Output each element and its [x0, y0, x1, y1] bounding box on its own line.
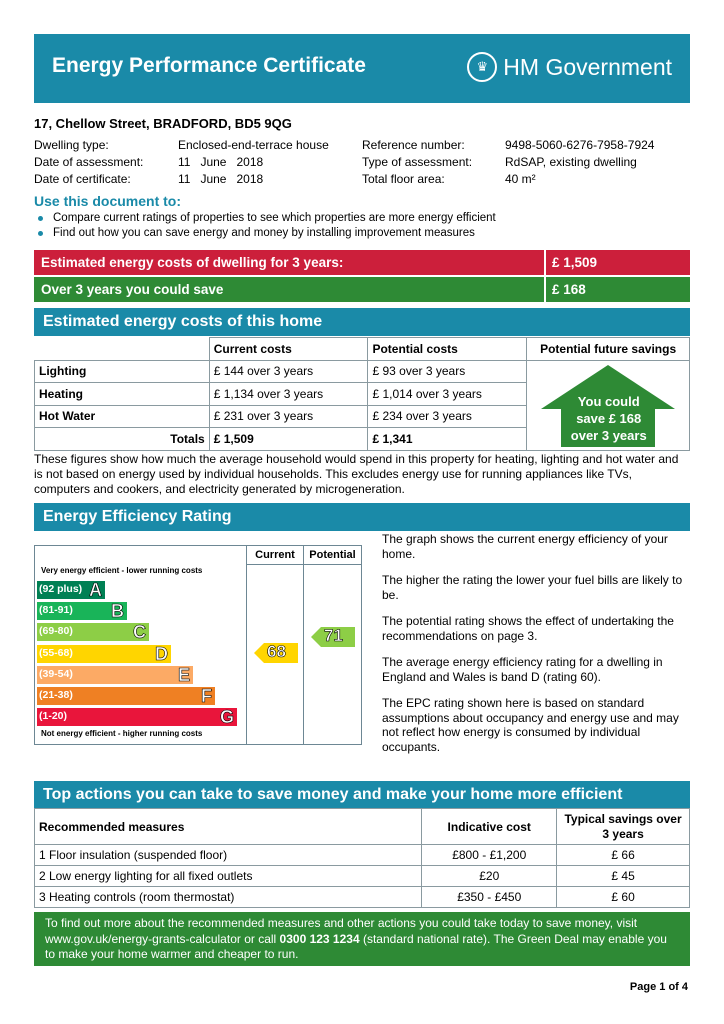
potential-rating-arrow — [311, 627, 355, 647]
table-row: 1 Floor insulation (suspended floor) £800 - £1,200 £ 66 — [35, 845, 690, 866]
floor-area-value: 40 m² — [505, 172, 536, 186]
table-row: Hot Water £ 231 over 3 years £ 234 over 3 years — [35, 405, 690, 428]
rating-paragraph: The potential rating shows the effect of undertaking the recommendations on page 3. — [382, 614, 674, 643]
potential-rating-value: 71 — [324, 626, 343, 646]
rating-band-g: (1-20) G — [37, 708, 237, 726]
reference-label: Reference number: — [362, 138, 465, 152]
costs-note: These figures show how much the average household would spend in this property for heating, lighting and hot water and is not based on energy used by individual households. This excludes energy use for running appliances like TVs, computers and cookers, and electricity generated by microgeneration. — [34, 452, 679, 496]
col-future-savings: Potential future savings — [527, 338, 690, 361]
col-potential-costs: Potential costs — [368, 338, 527, 361]
recommended-measures-table — [34, 808, 690, 908]
rating-band-a: (92 plus) A — [37, 581, 105, 599]
totals-row: Totals £ 1,509 £ 1,341 — [35, 428, 690, 451]
section-heading-actions: Top actions you can take to save money and make your home more efficient — [34, 781, 690, 809]
rating-band-b: (81-91) B — [37, 602, 127, 620]
could-save-label: Over 3 years you could save — [34, 277, 544, 302]
bullet-icon — [38, 216, 43, 221]
rating-paragraph: The average energy efficiency rating for a dwelling in England and Wales is band D (rating 60). — [382, 655, 663, 684]
energy-rating-chart — [34, 545, 362, 745]
epc-header — [34, 34, 690, 103]
dwelling-type-value: Enclosed-end-terrace house — [178, 138, 329, 152]
crest-icon: ♛ — [467, 52, 497, 82]
current-rating-arrow — [254, 643, 298, 663]
document-title: Energy Performance Certificate — [52, 54, 366, 77]
could-save-bar — [34, 277, 690, 302]
table-row: 2 Low energy lighting for all fixed outlets £20 £ 45 — [35, 866, 690, 887]
assessment-date-value: 11 June 2018 — [178, 155, 264, 169]
estimated-costs-value: £ 1,509 — [546, 250, 690, 275]
rating-paragraph: The graph shows the current energy efficiency of your home. — [382, 532, 668, 561]
rating-band-e: (39-54) E — [37, 666, 193, 684]
savings-arrow-text: You could save £ 168 over 3 years — [570, 393, 647, 443]
hm-government-logo — [467, 52, 672, 82]
col-cost: Indicative cost — [422, 809, 557, 845]
assessment-type-label: Type of assessment: — [362, 155, 473, 169]
savings-arrow-cell — [527, 360, 690, 450]
current-col-header: Current — [255, 549, 295, 561]
table-row: 3 Heating controls (room thermostat) £350 - £450 £ 60 — [35, 887, 690, 908]
rating-paragraph: The higher the rating the lower your fuel bills are likely to be. — [382, 573, 683, 602]
table-row: Heating £ 1,134 over 3 years £ 1,014 over 3 years — [35, 383, 690, 406]
estimated-costs-bar — [34, 250, 690, 275]
rating-band-f: (21-38) F — [37, 687, 215, 705]
top-caption: Very energy efficient - lower running costs — [41, 566, 203, 575]
assessment-date-label: Date of assessment: — [34, 155, 144, 169]
estimated-costs-label: Estimated energy costs of dwelling for 3 years: — [34, 250, 544, 275]
certificate-date-label: Date of certificate: — [34, 172, 131, 186]
bullet-icon — [38, 231, 43, 236]
col-current-costs: Current costs — [209, 338, 368, 361]
col-savings: Typical savings over 3 years — [557, 809, 690, 845]
section-heading-costs: Estimated energy costs of this home — [34, 308, 690, 336]
rating-paragraph: The EPC rating shown here is based on standard assumptions about occupancy and energy use and may not reflect how energy is consumed by individual occupants. — [382, 696, 679, 754]
dwelling-type-label: Dwelling type: — [34, 138, 109, 152]
energy-costs-table — [34, 337, 690, 451]
potential-col-header: Potential — [309, 549, 356, 561]
table-row: Lighting £ 144 over 3 years £ 93 over 3 years You could save £ 168 over 3 years — [35, 360, 690, 383]
phone-number: 0300 123 1234 — [279, 931, 360, 946]
reference-value: 9498-5060-6276-7958-7924 — [505, 138, 655, 152]
use-document-title: Use this document to: — [34, 193, 182, 209]
bottom-caption: Not energy efficient - higher running costs — [41, 729, 203, 738]
certificate-date-value: 11 June 2018 — [178, 172, 264, 186]
page-number: Page 1 of 4 — [629, 981, 688, 993]
col-measures: Recommended measures — [35, 809, 422, 845]
assessment-type-value: RdSAP, existing dwelling — [505, 155, 637, 169]
more-info-box: To find out more about the recommended measures and other actions you could take today to save money, visit www.gov.uk/energy-grants-calculator or call 0300 123 1234 (standard national rate). The Green Deal may enable you to make your home warmer and cheaper to run. — [34, 912, 690, 966]
rating-band-c: (69-80) C — [37, 623, 149, 641]
rating-band-d: (55-68) D — [37, 645, 171, 663]
property-address: 17, Chellow Street, BRADFORD, BD5 9QG — [34, 116, 292, 131]
list-item: Compare current ratings of properties to see which properties are more energy efficient — [38, 212, 496, 224]
could-save-value: £ 168 — [546, 277, 690, 302]
floor-area-label: Total floor area: — [362, 172, 445, 186]
gov-name: HM Government — [503, 53, 672, 80]
list-item: Find out how you can save energy and money by installing improvement measures — [38, 227, 475, 239]
section-heading-rating: Energy Efficiency Rating — [34, 503, 690, 531]
current-rating-value: 68 — [267, 641, 286, 661]
